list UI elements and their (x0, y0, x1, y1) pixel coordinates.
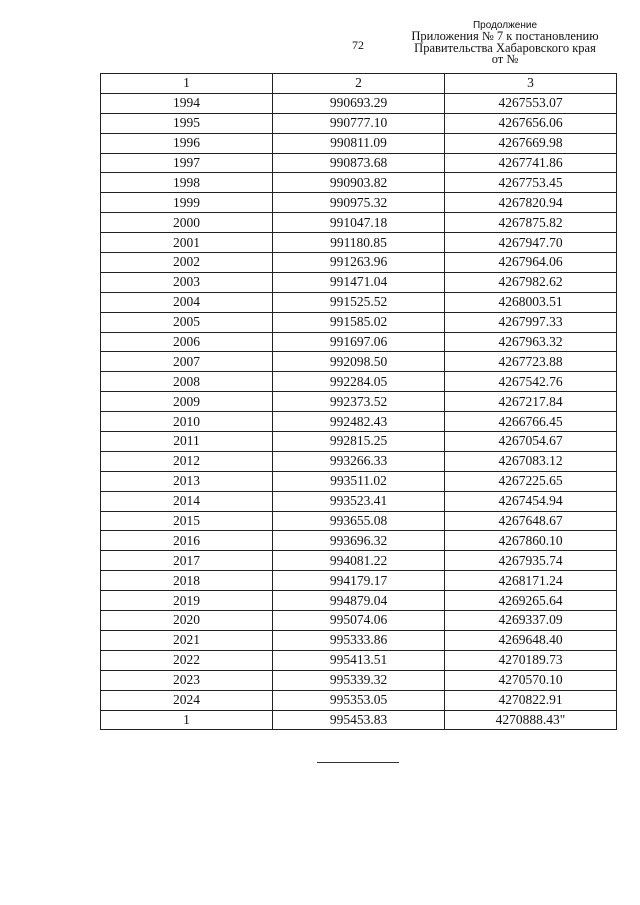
column-header: 3 (445, 74, 617, 94)
x-coordinate-cell: 991047.18 (273, 213, 445, 233)
y-coordinate-cell: 4267964.06 (445, 253, 617, 273)
table-row (101, 491, 617, 511)
point-number-cell: 2011 (101, 432, 273, 452)
table-row (101, 670, 617, 690)
x-coordinate-cell: 995339.32 (273, 670, 445, 690)
table-row (101, 650, 617, 670)
y-coordinate-cell: 4267225.65 (445, 471, 617, 491)
table-row (101, 630, 617, 650)
y-coordinate-cell: 4269265.64 (445, 591, 617, 611)
x-coordinate-cell: 994879.04 (273, 591, 445, 611)
point-number-cell: 1998 (101, 173, 273, 193)
y-coordinate-cell: 4267217.84 (445, 392, 617, 412)
point-number-cell: 2015 (101, 511, 273, 531)
table-row (101, 93, 617, 113)
y-coordinate-cell: 4267741.86 (445, 153, 617, 173)
point-number-cell: 2020 (101, 611, 273, 631)
table-row (101, 352, 617, 372)
point-number-cell: 2016 (101, 531, 273, 551)
x-coordinate-cell: 992815.25 (273, 432, 445, 452)
column-header: 2 (273, 74, 445, 94)
y-coordinate-cell: 4270888.43" (445, 710, 617, 730)
table-row (101, 611, 617, 631)
table-row (101, 153, 617, 173)
table-header-row (101, 74, 617, 94)
table-row (101, 690, 617, 710)
table-row (101, 133, 617, 153)
point-number-cell: 2010 (101, 412, 273, 432)
y-coordinate-cell: 4267054.67 (445, 432, 617, 452)
table-row (101, 213, 617, 233)
point-number-cell: 2007 (101, 352, 273, 372)
y-coordinate-cell: 4267656.06 (445, 113, 617, 133)
point-number-cell: 1995 (101, 113, 273, 133)
table-row (101, 451, 617, 471)
table-row (101, 193, 617, 213)
x-coordinate-cell: 993655.08 (273, 511, 445, 531)
table-body (101, 74, 617, 730)
x-coordinate-cell: 995413.51 (273, 650, 445, 670)
x-coordinate-cell: 994081.22 (273, 551, 445, 571)
point-number-cell: 2005 (101, 312, 273, 332)
x-coordinate-cell: 993523.41 (273, 491, 445, 511)
point-number-cell: 1997 (101, 153, 273, 173)
y-coordinate-cell: 4268171.24 (445, 571, 617, 591)
x-coordinate-cell: 990903.82 (273, 173, 445, 193)
point-number-cell: 2003 (101, 272, 273, 292)
government-reference: Правительства Хабаровского края (414, 40, 596, 55)
table-row (101, 372, 617, 392)
y-coordinate-cell: 4269337.09 (445, 611, 617, 631)
y-coordinate-cell: 4267723.88 (445, 352, 617, 372)
y-coordinate-cell: 4267083.12 (445, 451, 617, 471)
y-coordinate-cell: 4267963.32 (445, 332, 617, 352)
table-row (101, 571, 617, 591)
coordinates-table (100, 73, 617, 730)
x-coordinate-cell: 991697.06 (273, 332, 445, 352)
table-row (101, 432, 617, 452)
y-coordinate-cell: 4267997.33 (445, 312, 617, 332)
y-coordinate-cell: 4267947.70 (445, 233, 617, 253)
x-coordinate-cell: 992098.50 (273, 352, 445, 372)
table-row (101, 551, 617, 571)
x-coordinate-cell: 992482.43 (273, 412, 445, 432)
table-row (101, 272, 617, 292)
point-number-cell: 2009 (101, 392, 273, 412)
y-coordinate-cell: 4270570.10 (445, 670, 617, 690)
x-coordinate-cell: 991180.85 (273, 233, 445, 253)
x-coordinate-cell: 993266.33 (273, 451, 445, 471)
footer-rule (317, 762, 399, 763)
point-number-cell: 1994 (101, 93, 273, 113)
point-number-cell: 1999 (101, 193, 273, 213)
x-coordinate-cell: 995333.86 (273, 630, 445, 650)
x-coordinate-cell: 994179.17 (273, 571, 445, 591)
table-row (101, 332, 617, 352)
x-coordinate-cell: 990777.10 (273, 113, 445, 133)
table-row (101, 392, 617, 412)
table-row (101, 233, 617, 253)
x-coordinate-cell: 993511.02 (273, 471, 445, 491)
point-number-cell: 2018 (101, 571, 273, 591)
x-coordinate-cell: 991471.04 (273, 272, 445, 292)
y-coordinate-cell: 4267553.07 (445, 93, 617, 113)
table-row (101, 253, 617, 273)
y-coordinate-cell: 4266766.45 (445, 412, 617, 432)
table-row (101, 292, 617, 312)
continuation-label: Продолжение (472, 20, 538, 31)
table-row (101, 312, 617, 332)
table-row (101, 531, 617, 551)
y-coordinate-cell: 4267935.74 (445, 551, 617, 571)
point-number-cell: 2014 (101, 491, 273, 511)
x-coordinate-cell: 995074.06 (273, 611, 445, 631)
x-coordinate-cell: 991263.96 (273, 253, 445, 273)
point-number-cell: 2004 (101, 292, 273, 312)
x-coordinate-cell: 991525.52 (273, 292, 445, 312)
point-number-cell: 2019 (101, 591, 273, 611)
y-coordinate-cell: 4270189.73 (445, 650, 617, 670)
x-coordinate-cell: 990811.09 (273, 133, 445, 153)
point-number-cell: 2024 (101, 690, 273, 710)
y-coordinate-cell: 4267860.10 (445, 531, 617, 551)
date-number-line: от № (491, 52, 519, 66)
y-coordinate-cell: 4267648.67 (445, 511, 617, 531)
x-coordinate-cell: 992284.05 (273, 372, 445, 392)
point-number-cell: 1 (101, 710, 273, 730)
y-coordinate-cell: 4267454.94 (445, 491, 617, 511)
point-number-cell: 2008 (101, 372, 273, 392)
x-coordinate-cell: 995353.05 (273, 690, 445, 710)
point-number-cell: 2000 (101, 213, 273, 233)
table-row (101, 471, 617, 491)
column-header: 1 (101, 74, 273, 94)
point-number-cell: 2012 (101, 451, 273, 471)
document-header (405, 20, 605, 66)
table-row (101, 591, 617, 611)
x-coordinate-cell: 991585.02 (273, 312, 445, 332)
coordinates-table-wrapper (100, 73, 617, 730)
x-coordinate-cell: 990975.32 (273, 193, 445, 213)
table-row (101, 511, 617, 531)
table-row (101, 412, 617, 432)
table-row (101, 113, 617, 133)
y-coordinate-cell: 4267753.45 (445, 173, 617, 193)
y-coordinate-cell: 4270822.91 (445, 690, 617, 710)
point-number-cell: 2001 (101, 233, 273, 253)
y-coordinate-cell: 4269648.40 (445, 630, 617, 650)
page-number: 72 (352, 38, 364, 52)
point-number-cell: 2017 (101, 551, 273, 571)
y-coordinate-cell: 4268003.51 (445, 292, 617, 312)
x-coordinate-cell: 992373.52 (273, 392, 445, 412)
appendix-reference: Приложения № 7 к постановлению (411, 29, 599, 43)
x-coordinate-cell: 995453.83 (273, 710, 445, 730)
point-number-cell: 2023 (101, 670, 273, 690)
point-number-cell: 2021 (101, 630, 273, 650)
point-number-cell: 1996 (101, 133, 273, 153)
y-coordinate-cell: 4267542.76 (445, 372, 617, 392)
y-coordinate-cell: 4267982.62 (445, 272, 617, 292)
point-number-cell: 2006 (101, 332, 273, 352)
x-coordinate-cell: 993696.32 (273, 531, 445, 551)
x-coordinate-cell: 990693.29 (273, 93, 445, 113)
point-number-cell: 2013 (101, 471, 273, 491)
point-number-cell: 2002 (101, 253, 273, 273)
y-coordinate-cell: 4267875.82 (445, 213, 617, 233)
x-coordinate-cell: 990873.68 (273, 153, 445, 173)
y-coordinate-cell: 4267669.98 (445, 133, 617, 153)
table-row (101, 710, 617, 730)
y-coordinate-cell: 4267820.94 (445, 193, 617, 213)
table-row (101, 173, 617, 193)
point-number-cell: 2022 (101, 650, 273, 670)
